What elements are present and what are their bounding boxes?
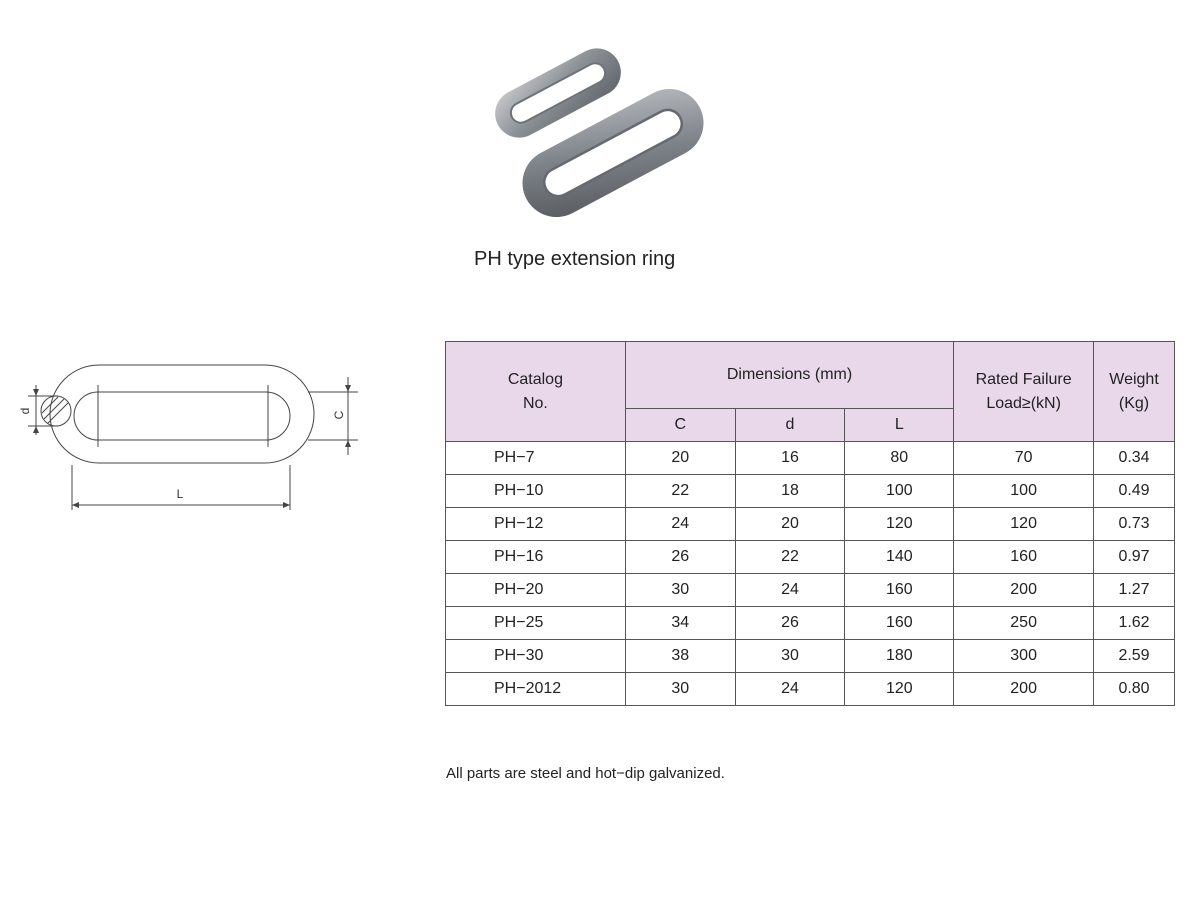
cell-l: 140	[845, 541, 954, 574]
cell-load: 300	[954, 640, 1094, 673]
cell-d: 22	[735, 541, 845, 574]
footnote: All parts are steel and hot−dip galvanized.	[446, 765, 725, 782]
cell-c: 38	[625, 640, 735, 673]
cell-load: 250	[954, 607, 1094, 640]
cell-d: 24	[735, 574, 845, 607]
cell-weight: 1.27	[1094, 574, 1175, 607]
cell-weight: 0.49	[1094, 475, 1175, 508]
cell-d: 20	[735, 508, 845, 541]
cell-l: 180	[845, 640, 954, 673]
cell-weight: 0.34	[1094, 442, 1175, 475]
header-col-c: C	[625, 409, 735, 442]
cell-d: 26	[735, 607, 845, 640]
cell-c: 20	[625, 442, 735, 475]
cell-l: 160	[845, 574, 954, 607]
cell-load: 70	[954, 442, 1094, 475]
cell-c: 30	[625, 574, 735, 607]
cell-d: 16	[735, 442, 845, 475]
cell-c: 26	[625, 541, 735, 574]
header-rated-failure-load: Rated Failure Load≥(kN)	[954, 342, 1094, 442]
table-row	[446, 508, 1175, 541]
dimension-label-d: d	[18, 407, 32, 415]
specification-table	[445, 341, 1175, 706]
table-row	[446, 640, 1175, 673]
dimension-label-c: C	[332, 410, 346, 420]
cell-weight: 1.62	[1094, 607, 1175, 640]
header-catalog: Catalog No.	[446, 342, 626, 442]
cell-d: 18	[735, 475, 845, 508]
cell-d: 24	[735, 673, 845, 706]
cell-c: 24	[625, 508, 735, 541]
cell-l: 160	[845, 607, 954, 640]
cell-load: 160	[954, 541, 1094, 574]
header-col-d: d	[735, 409, 845, 442]
cell-catalog: PH−12	[446, 508, 626, 541]
cell-c: 22	[625, 475, 735, 508]
header-col-l: L	[845, 409, 954, 442]
cell-load: 100	[954, 475, 1094, 508]
cell-catalog: PH−10	[446, 475, 626, 508]
cell-l: 80	[845, 442, 954, 475]
cell-load: 200	[954, 574, 1094, 607]
cell-weight: 2.59	[1094, 640, 1175, 673]
table-row	[446, 673, 1175, 706]
table-row	[446, 607, 1175, 640]
cell-weight: 0.73	[1094, 508, 1175, 541]
cell-catalog: PH−16	[446, 541, 626, 574]
cell-l: 100	[845, 475, 954, 508]
header-dimensions: Dimensions (mm)	[625, 342, 953, 409]
cell-l: 120	[845, 508, 954, 541]
table-row	[446, 574, 1175, 607]
cell-load: 200	[954, 673, 1094, 706]
cell-l: 120	[845, 673, 954, 706]
cell-c: 30	[625, 673, 735, 706]
cell-catalog: PH−20	[446, 574, 626, 607]
cell-catalog: PH−2012	[446, 673, 626, 706]
cell-catalog: PH−30	[446, 640, 626, 673]
cell-load: 120	[954, 508, 1094, 541]
cell-d: 30	[735, 640, 845, 673]
table-row	[446, 541, 1175, 574]
cell-catalog: PH−7	[446, 442, 626, 475]
product-caption: PH type extension ring	[474, 248, 676, 270]
dimension-label-l: L	[176, 487, 184, 501]
cell-catalog: PH−25	[446, 607, 626, 640]
cell-weight: 0.97	[1094, 541, 1175, 574]
cell-weight: 0.80	[1094, 673, 1175, 706]
ring-dimension-drawing	[18, 355, 368, 515]
table-row	[446, 475, 1175, 508]
header-weight: Weight (Kg)	[1094, 342, 1175, 442]
table-row	[446, 442, 1175, 475]
cell-c: 34	[625, 607, 735, 640]
